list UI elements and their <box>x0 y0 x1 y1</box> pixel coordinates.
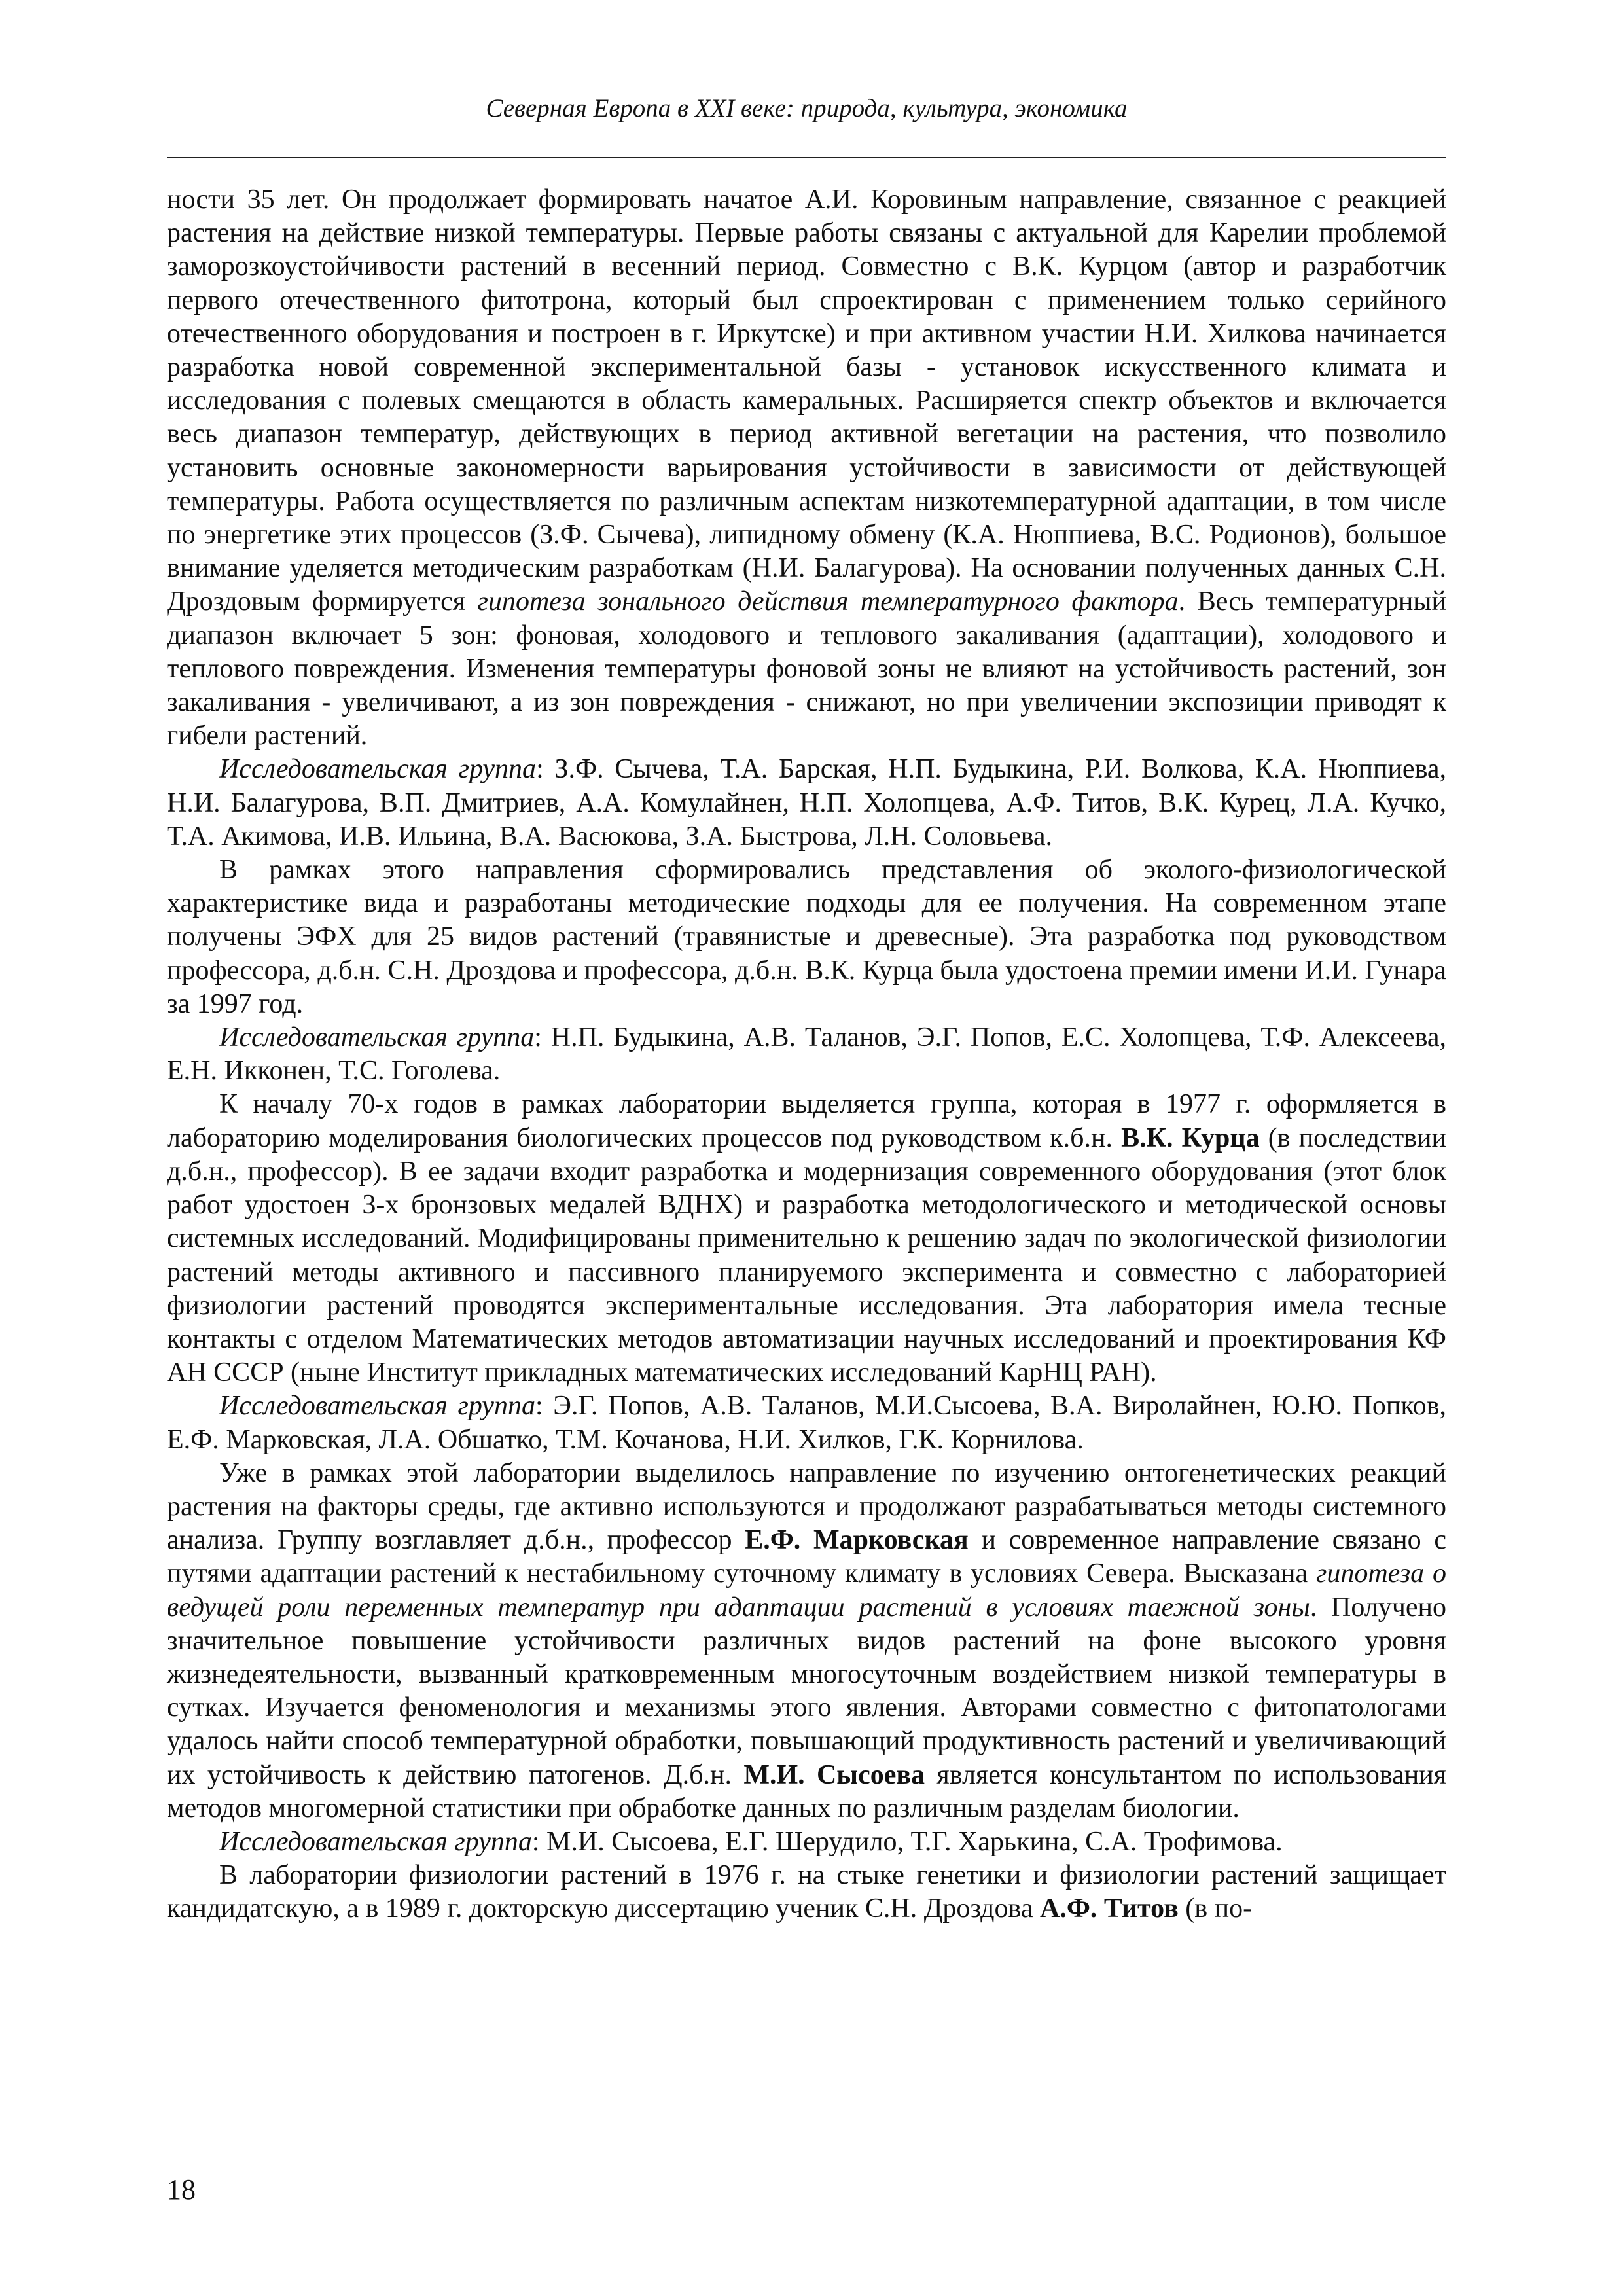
paragraph-6 <box>167 1390 1446 1456</box>
text-run: : М.И. Сысоева, Е.Г. Шерудило, Т.Г. Харькина, С.А. Трофимова. <box>531 1826 1283 1857</box>
paragraph-3 <box>167 853 1446 1021</box>
running-header: Северная Европа в XXI веке: природа, культура, экономика <box>486 94 1128 122</box>
bold-name: М.И. Сысоева <box>743 1759 925 1790</box>
text-run: . Весь температурный диапазон включает 5 зон: фоновая, холодового и теплового закаливания (адаптации), холодового и теплового повреждения. Изменения температуры фоновой зоны не влияют на устойчивость растений, зон закаливания - увеличивают, а из зон повреждения - снижают, но при увеличении экспозиции приводят к гибели растений. <box>167 586 1447 751</box>
italic-text: Исследовательская группа <box>219 1391 535 1422</box>
text-run: В лаборатории физиологии растений в 1976 г. на стыке генетики и физиологии растений защищает кандидатскую, а в 1989 г. докторскую диссертацию ученик С.Н. Дроздова <box>167 1860 1446 1924</box>
paragraph-7 <box>167 1457 1446 1825</box>
text-run: : Э.Г. Попов, А.В. Таланов, М.И.Сысоева, В.А. Виролайнен, Ю.Ю. Попков, Е.Ф. Марковская, Л.А. Обшатко, Т.М. Кочанова, Н.И. Хилков, Г.К. Корнилова. <box>167 1391 1447 1455</box>
body-text <box>167 183 1446 1926</box>
paragraph-8 <box>167 1825 1446 1859</box>
italic-text: Исследовательская группа <box>219 1826 532 1857</box>
bold-name: Е.Ф. Марковская <box>745 1525 969 1556</box>
text-run: (в последствии д.б.н., профессор). В ее задачи входит разработка и модернизация современного оборудования (этот блок работ удостоен 3-х бронзовых медалей ВДНХ) и разработка методологического и методической основы системных исследований. Модифицированы применительно к решению задач по экологической физиологии растений методы активного и пассивного планируемого эксперимента и совместно с лабораторией физиологии растений проводятся экспериментальные исследования. Эта лаборатория имела тесные контакты с отделом Математических методов автоматизации научных исследований и проектирования КФ АН СССР (ныне Институт прикладных математических исследований КарНЦ РАН). <box>167 1122 1447 1388</box>
text-run: В рамках этого направления сформировались представления об эколого-физиологической характеристике вида и разработаны методические подходы для ее получения. На современном этапе получены ЭФХ для 25 видов растений (травянистые и древесные). Эта разработка под руководством профессора, д.б.н. С.Н. Дроздова и профессора, д.б.н. В.К. Курца была удостоена премии имени И.И. Гунара за 1997 год. <box>167 855 1446 1019</box>
italic-text: гипотеза о ведущей роли переменных температур при адаптации растений в условиях таежной зоны <box>167 1558 1447 1623</box>
bold-name: В.К. Курца <box>1121 1122 1260 1153</box>
paragraph-4 <box>167 1021 1446 1088</box>
text-run: . Получено значительное повышение устойчивости различных видов растений на фоне высокого уровня жизнедеятельности, вызванный кратковременным многосуточным воздействием низкой температуры в сутках. Изучается феноменология и механизмы этого явления. Авторами совместно с фитопатологами удалось найти способ температурной обработки, повышающий продуктивность растений и увеличивающий их устойчивость к действию патогенов. Д.б.н. <box>167 1592 1446 1790</box>
paragraph-2 <box>167 753 1446 853</box>
text-run: : Н.П. Будыкина, А.В. Таланов, Э.Г. Попов, Е.С. Холопцева, Т.Ф. Алексеева, Е.Н. Икконен, Т.С. Гоголева. <box>167 1022 1446 1086</box>
header-rule <box>167 157 1446 158</box>
bold-name: А.Ф. Титов <box>1039 1893 1179 1924</box>
italic-text: Исследовательская группа <box>219 1022 535 1053</box>
paragraph-9 <box>167 1859 1446 1926</box>
text-run: является консультантом по использования методов многомерной статистики при обработке данных по различным разделам биологии. <box>167 1759 1447 1823</box>
italic-text: Исследовательская группа <box>219 754 537 785</box>
text-run: и современное направление связано с путями адаптации растений к нестабильному суточному климату в условиях Севера. Высказана <box>167 1525 1446 1589</box>
page-number: 18 <box>167 2174 196 2206</box>
italic-text: гипотеза зонального действия температурного фактора <box>477 586 1179 617</box>
text-run: (в по- <box>1178 1893 1253 1924</box>
paragraph-1 <box>167 183 1446 753</box>
text-run: К началу 70-х годов в рамках лаборатории выделяется группа, которая в 1977 г. оформляется в лабораторию моделирования биологических процессов под руководством к.б.н. <box>167 1089 1446 1153</box>
text-run: ности 35 лет. Он продолжает формировать начатое А.И. Коровиным направление, связанное с реакцией растения на действие низкой температуры. Первые работы связаны с актуальной для Карелии проблемой заморозкоустойчивости растений в весенний период. Совместно с В.К. Курцом (автор и разработчик первого отечественного фитотрона, который был спроектирован с применением только серийного отечественного оборудования и построен в г. Иркутске) и при активном участии Н.И. Хилкова начинается разработка новой современной экспериментальной базы - установок искусственного климата и исследования с полевых смещаются в область камеральных. Расширяется спектр объектов и включается весь диапазон температур, действующих в период активной вегетации на растения, что позволило установить основные закономерности варьирования устойчивости в зависимости от действующей температуры. Работа осуществляется по различным аспектам низкотемпературной адаптации, в том числе по энергетике этих процессов (З.Ф. Сычева), липидному обмену (К.А. Нюппиева, В.С. Родионов), большое внимание уделяется методическим разработкам (Н.И. Балагурова). На основании полученных данных С.Н. Дроздовым формируется <box>167 185 1446 617</box>
paragraph-5 <box>167 1088 1446 1390</box>
text-run: : З.Ф. Сычева, Т.А. Барская, Н.П. Будыкина, Р.И. Волкова, К.А. Нюппиева, Н.И. Балагурова, В.П. Дмитриев, А.А. Комулайнен, Н.П. Холопцева, А.Ф. Титов, В.К. Курец, Л.А. Кучко, Т.А. Акимова, И.В. Ильина, В.А. Васюкова, З.А. Быстрова, Л.Н. Соловьева. <box>167 754 1446 852</box>
text-run: Уже в рамках этой лаборатории выделилось направление по изучению онтогенетических реакций растения на факторы среды, где активно используются и продолжают разрабатываться методы системного анализа. Группу возглавляет д.б.н., профессор <box>167 1458 1446 1556</box>
